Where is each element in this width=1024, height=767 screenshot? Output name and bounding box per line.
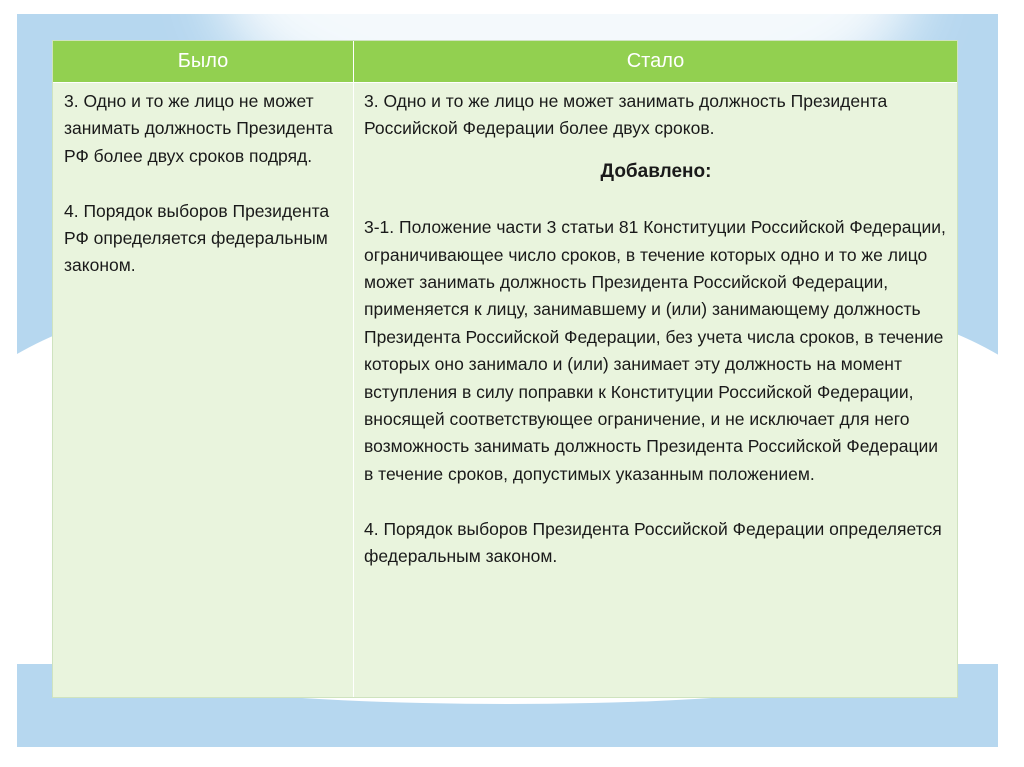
after-item-3: 3. Одно и то же лицо не может занимать должность Президента Российской Федерации более двух сроков. [364, 91, 888, 139]
comparison-table [52, 40, 958, 698]
header-after: Стало [354, 41, 957, 82]
column-divider [353, 41, 354, 697]
before-item-4: 4. Порядок выборов Президента РФ определяется федеральным законом. [64, 200, 330, 276]
after-item-4: 4. Порядок выборов Президента Российской Федерации определяется федеральным законом. [364, 518, 942, 567]
header-before: Было [53, 41, 353, 82]
before-cell [64, 88, 350, 280]
header-separator [53, 82, 957, 83]
after-cell [364, 88, 948, 570]
after-item-3-1: 3-1. Положение части 3 статьи 81 Конституции Российской Федерации, ограничивающее число сроков, в течение которых одно и то же лицо может занимать должность Президента Российской Федерации, применяется к лицу, занимавшему и (или) занимающему должность Президента Российской Федерации, без учета числа сроков, в течение которых оно занимало и (или) занимает эту должность на момент вступления в силу поправки к Конституции Российской Федерации, вносящей соответствующее ограничение, и не исключает для него возможность занимать должность Президента Российской Федерации в течение сроков, допустимых указанным положением. [364, 217, 946, 484]
added-label: Добавлено: [600, 160, 712, 182]
before-item-3: 3. Одно и то же лицо не может занимать должность Президента РФ более двух сроков подряд. [64, 91, 333, 166]
